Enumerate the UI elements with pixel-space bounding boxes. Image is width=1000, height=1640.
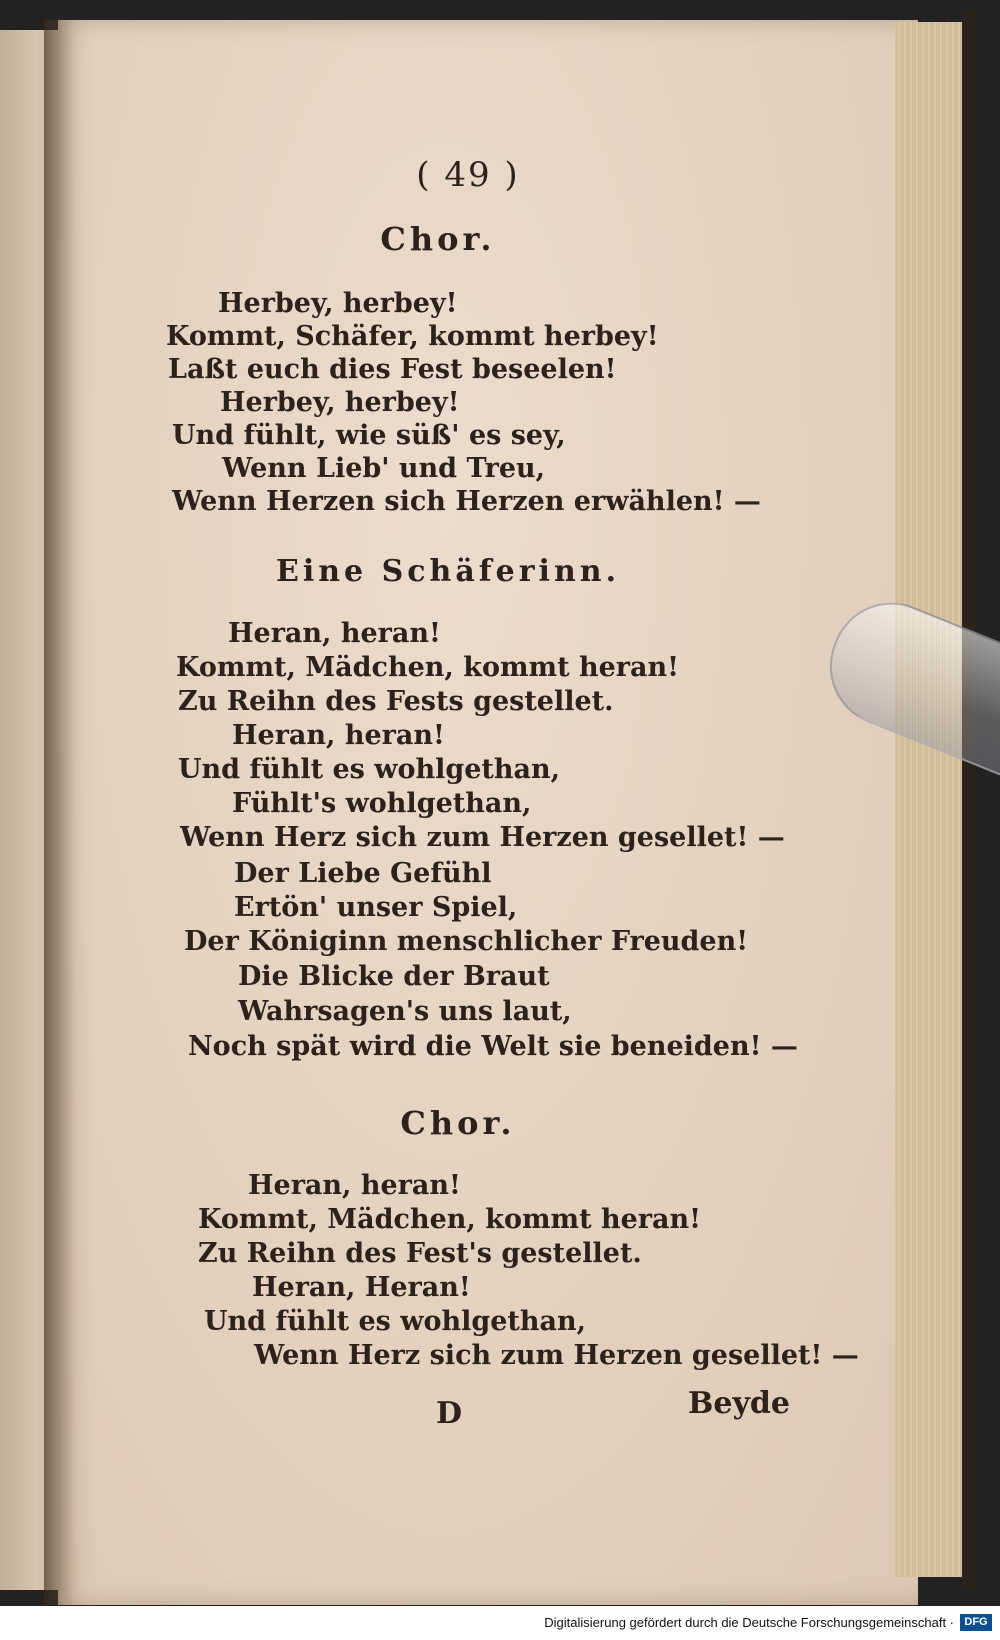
section-heading-chor-1: Chor.	[380, 220, 496, 258]
footer-credit: Digitalisierung gefördert durch die Deutsche Forschungsgemeinschaft ·	[544, 1615, 954, 1630]
page-text	[58, 20, 918, 1605]
verse-line: Laßt euch dies Fest beseelen!	[168, 354, 617, 385]
verse-line: Kommt, Schäfer, kommt herbey!	[166, 321, 659, 352]
verse-line: Wahrsagen's uns laut,	[238, 996, 572, 1027]
catchword: Beyde	[688, 1386, 790, 1421]
verse-line: Heran, Heran!	[252, 1272, 471, 1303]
verse-line: Heran, heran!	[248, 1170, 461, 1201]
signature-mark: D	[436, 1396, 463, 1431]
verse-line: Heran, heran!	[228, 618, 441, 649]
verse-line: Kommt, Mädchen, kommt heran!	[176, 652, 679, 683]
verse-line: Und fühlt es wohlgethan,	[204, 1306, 587, 1337]
verse-line: Ertön' unser Spiel,	[234, 892, 518, 923]
section-heading-chor-2: Chor.	[400, 1104, 516, 1142]
verse-line: Wenn Herzen sich Herzen erwählen! —	[172, 486, 761, 517]
verse-line: Und fühlt es wohlgethan,	[178, 754, 561, 785]
verse-line: Zu Reihn des Fest's gestellet.	[198, 1238, 642, 1269]
verse-line: Wenn Lieb' und Treu,	[222, 453, 546, 484]
verse-line: Herbey, herbey!	[220, 387, 460, 418]
verse-line: Heran, heran!	[232, 720, 445, 751]
verse-line: Wenn Herz sich zum Herzen gesellet! —	[254, 1340, 859, 1371]
verse-line: Der Königinn menschlicher Freuden!	[184, 926, 749, 957]
dfg-logo: DFG	[960, 1614, 992, 1631]
verse-line: Zu Reihn des Fests gestellet.	[178, 686, 614, 717]
section-heading-schaeferinn: Eine Schäferinn.	[275, 554, 621, 589]
verse-line: Herbey, herbey!	[218, 288, 458, 319]
verse-line: Und fühlt, wie süß' es sey,	[172, 420, 566, 451]
verse-line: Wenn Herz sich zum Herzen gesellet! —	[180, 822, 785, 853]
verse-line: Der Liebe Gefühl	[234, 858, 492, 889]
page-number: ( 49 )	[416, 155, 520, 195]
footer-bar	[0, 1606, 1000, 1640]
verse-line: Noch spät wird die Welt sie beneiden! —	[188, 1031, 798, 1062]
fore-edge-shadow	[962, 10, 976, 1590]
verse-line: Die Blicke der Braut	[238, 961, 550, 992]
verse-line: Kommt, Mädchen, kommt heran!	[198, 1204, 701, 1235]
verse-line: Fühlt's wohlgethan,	[232, 788, 532, 819]
